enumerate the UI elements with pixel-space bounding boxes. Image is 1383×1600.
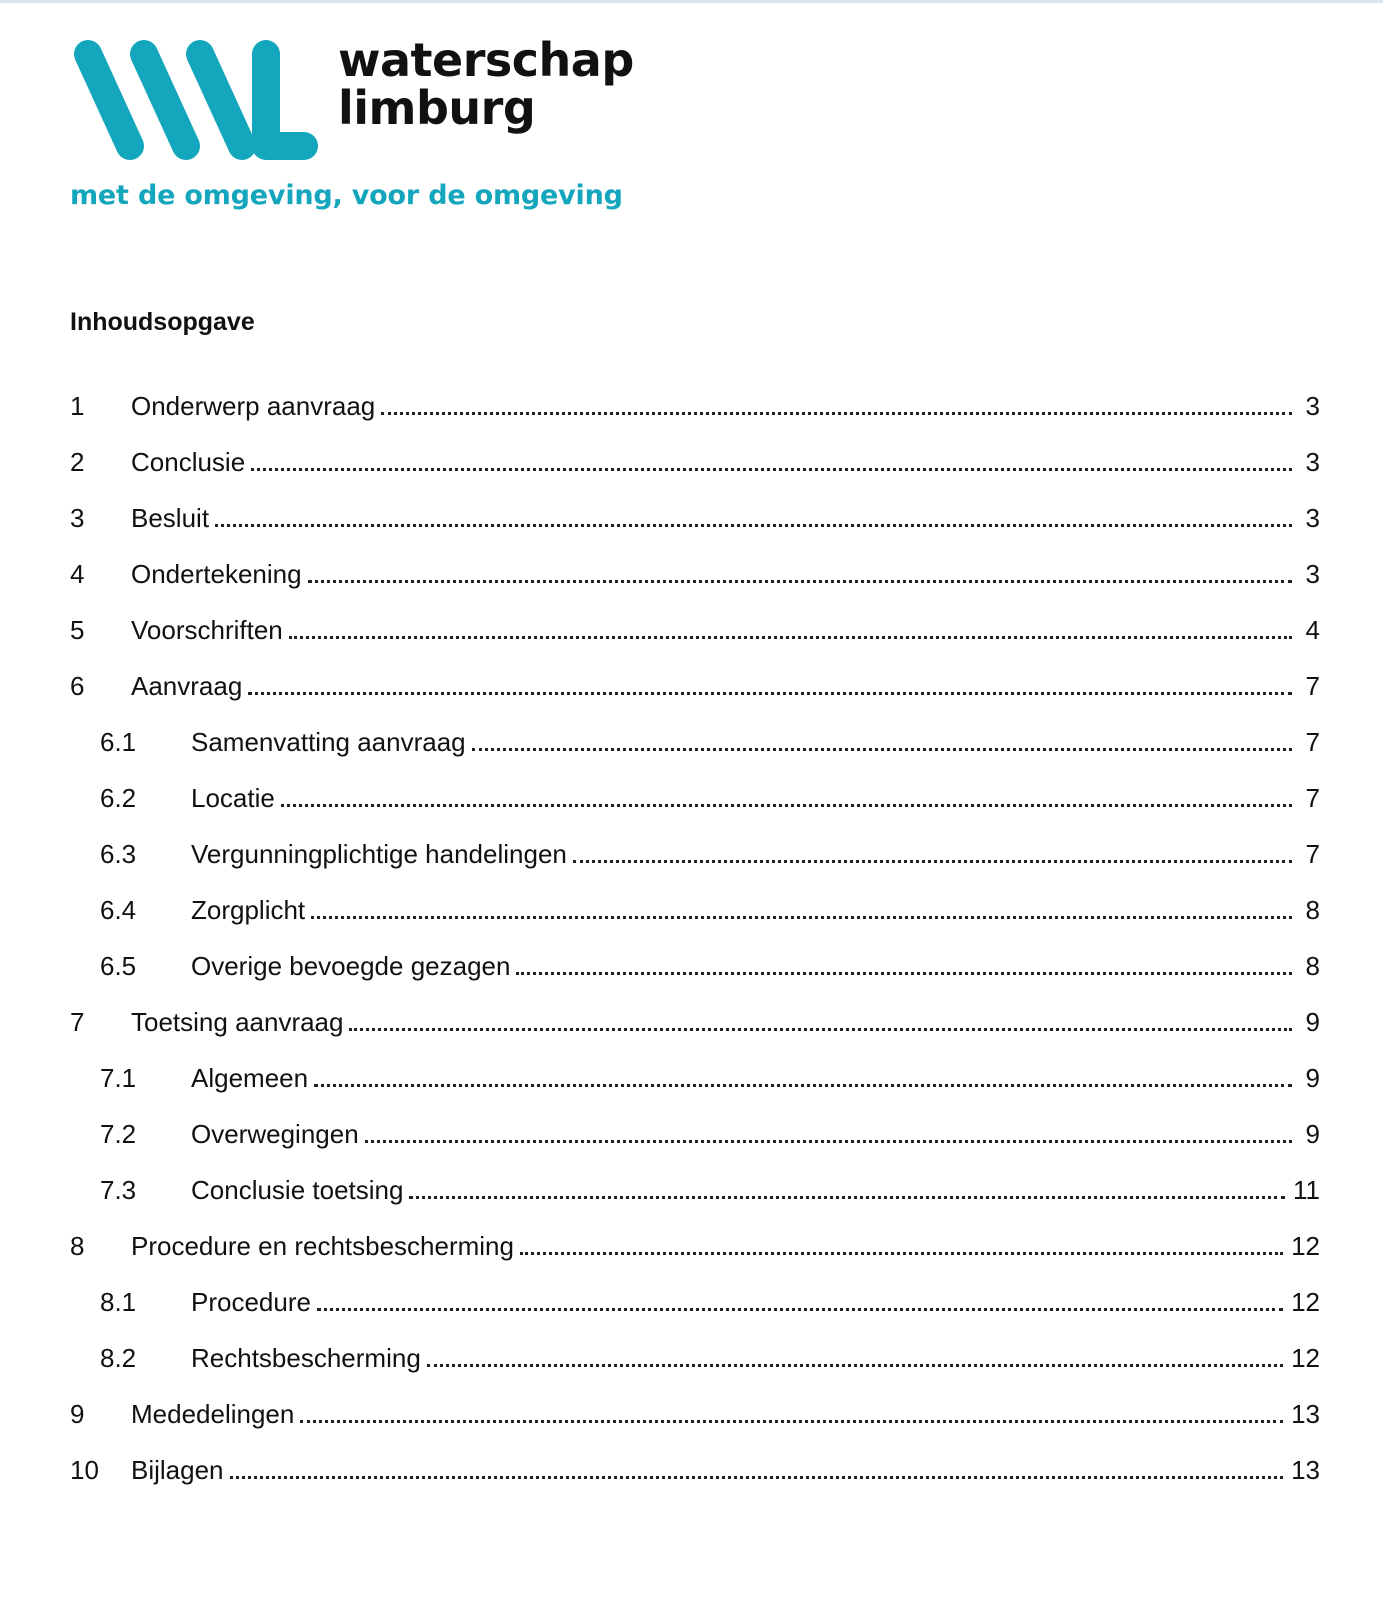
toc-entry[interactable] [70, 1050, 1320, 1106]
toc-entry-title: Ondertekening [131, 558, 302, 589]
toc-entry[interactable] [70, 994, 1320, 1050]
toc-entry-title: Locatie [191, 782, 275, 813]
toc-entry-number: 6 [70, 670, 85, 701]
toc-entry-number: 6.3 [100, 838, 137, 869]
toc-entry-page: 12 [1291, 1286, 1320, 1317]
toc-entry-number: 7 [70, 1006, 85, 1037]
toc-dot-leader [472, 747, 1292, 751]
toc-entry-number: 8.2 [100, 1342, 137, 1373]
toc-entry-number: 4 [70, 558, 85, 589]
toc-dot-leader [317, 1307, 1283, 1311]
toc-entry[interactable] [70, 714, 1320, 770]
toc-dot-leader [381, 411, 1292, 415]
toc-entry-title: Bijlagen [131, 1454, 224, 1485]
toc-entry-number: 3 [70, 502, 85, 533]
toc-entry-page: 7 [1305, 670, 1320, 701]
logo-line-1: waterschap [338, 33, 634, 87]
toc-entry-number: 8 [70, 1230, 85, 1261]
toc-entry-page: 7 [1305, 782, 1320, 813]
toc-entry-page: 12 [1291, 1342, 1320, 1373]
toc-entry-number: 7.2 [100, 1118, 137, 1149]
toc-entry-page: 13 [1291, 1454, 1320, 1485]
toc-dot-leader [516, 971, 1292, 975]
toc-entry[interactable] [70, 770, 1320, 826]
toc-entry-number: 6.4 [100, 894, 137, 925]
table-of-contents [70, 378, 1320, 1498]
toc-entry-title: Conclusie [131, 446, 246, 477]
toc-entry-title: Overwegingen [191, 1118, 359, 1149]
toc-entry-page: 12 [1291, 1230, 1320, 1261]
toc-entry-title: Aanvraag [131, 670, 243, 701]
toc-entry-number: 2 [70, 446, 85, 477]
toc-entry-page: 3 [1305, 502, 1320, 533]
toc-entry[interactable] [70, 1330, 1320, 1386]
toc-dot-leader [230, 1475, 1284, 1479]
toc-entry[interactable] [70, 1162, 1320, 1218]
toc-dot-leader [308, 579, 1292, 583]
toc-entry-title: Procedure [191, 1286, 311, 1317]
toc-entry-title: Procedure en rechtsbescherming [131, 1230, 514, 1261]
toc-entry-page: 9 [1305, 1062, 1320, 1093]
toc-entry[interactable] [70, 378, 1320, 434]
tagline: met de omgeving, voor de omgeving [70, 180, 623, 211]
toc-entry-title: Algemeen [191, 1062, 309, 1093]
toc-heading: Inhoudsopgave [70, 308, 255, 336]
toc-entry-page: 8 [1305, 894, 1320, 925]
toc-entry-page: 4 [1305, 614, 1320, 645]
toc-entry[interactable] [70, 658, 1320, 714]
toc-entry-number: 8.1 [100, 1286, 137, 1317]
toc-entry-title: Onderwerp aanvraag [131, 390, 376, 421]
toc-entry-page: 3 [1305, 558, 1320, 589]
toc-entry-number: 6.2 [100, 782, 137, 813]
toc-entry-number: 9 [70, 1398, 85, 1429]
toc-entry-page: 7 [1305, 838, 1320, 869]
toc-entry[interactable] [70, 434, 1320, 490]
toc-dot-leader [289, 635, 1292, 639]
toc-entry-number: 1 [70, 390, 85, 421]
toc-dot-leader [314, 1083, 1292, 1087]
toc-dot-leader [409, 1195, 1285, 1199]
toc-entry-page: 13 [1291, 1398, 1320, 1429]
toc-entry[interactable] [70, 1106, 1320, 1162]
toc-entry-number: 6.1 [100, 726, 137, 757]
toc-entry[interactable] [70, 1442, 1320, 1498]
toc-dot-leader [427, 1363, 1283, 1367]
logo-mark-icon [70, 40, 330, 164]
toc-entry-title: Besluit [131, 502, 210, 533]
toc-entry-page: 8 [1305, 950, 1320, 981]
toc-dot-leader [573, 859, 1292, 863]
toc-dot-leader [281, 803, 1292, 807]
toc-entry-title: Zorgplicht [191, 894, 306, 925]
toc-entry-title: Mededelingen [131, 1398, 295, 1429]
toc-entry[interactable] [70, 1386, 1320, 1442]
toc-entry[interactable] [70, 938, 1320, 994]
toc-dot-leader [251, 467, 1292, 471]
toc-dot-leader [520, 1251, 1283, 1255]
toc-entry[interactable] [70, 602, 1320, 658]
toc-dot-leader [349, 1027, 1292, 1031]
toc-entry[interactable] [70, 490, 1320, 546]
toc-entry-number: 7.3 [100, 1174, 137, 1205]
toc-entry-page: 7 [1305, 726, 1320, 757]
toc-entry-title: Toetsing aanvraag [131, 1006, 344, 1037]
toc-entry-title: Rechtsbescherming [191, 1342, 421, 1373]
toc-entry-number: 6.5 [100, 950, 137, 981]
toc-entry-page: 9 [1305, 1006, 1320, 1037]
toc-entry-number: 5 [70, 614, 85, 645]
toc-dot-leader [311, 915, 1292, 919]
toc-entry-title: Conclusie toetsing [191, 1174, 404, 1205]
toc-entry[interactable] [70, 1218, 1320, 1274]
top-rule [0, 0, 1383, 3]
toc-entry[interactable] [70, 546, 1320, 602]
toc-entry-number: 10 [70, 1454, 99, 1485]
logo-wordmark [338, 33, 634, 135]
toc-entry[interactable] [70, 882, 1320, 938]
toc-entry-number: 7.1 [100, 1062, 137, 1093]
toc-dot-leader [365, 1139, 1292, 1143]
toc-entry-page: 9 [1305, 1118, 1320, 1149]
toc-dot-leader [300, 1419, 1283, 1423]
toc-dot-leader [248, 691, 1292, 695]
toc-entry-page: 3 [1305, 446, 1320, 477]
logo-line-2: limburg [338, 81, 536, 135]
toc-entry-title: Samenvatting aanvraag [191, 726, 466, 757]
toc-entry[interactable] [70, 1274, 1320, 1330]
toc-entry-title: Voorschriften [131, 614, 283, 645]
toc-entry-title: Vergunningplichtige handelingen [191, 838, 567, 869]
toc-dot-leader [215, 523, 1292, 527]
toc-entry-page: 11 [1293, 1174, 1320, 1205]
toc-entry-title: Overige bevoegde gezagen [191, 950, 511, 981]
toc-entry[interactable] [70, 826, 1320, 882]
toc-entry-page: 3 [1305, 390, 1320, 421]
